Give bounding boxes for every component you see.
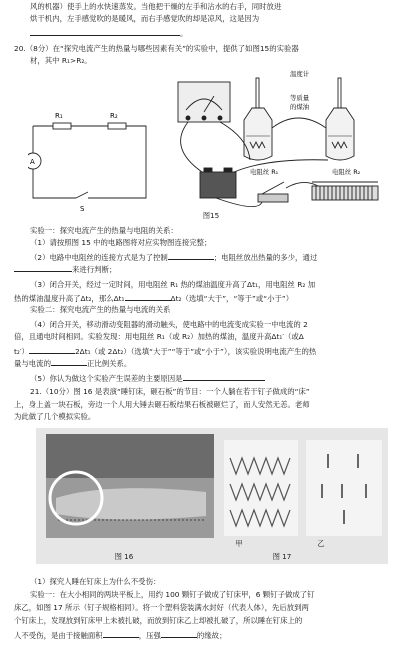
q20-part-3-line-2 [14, 292, 293, 304]
q20-stem-1: 20.（8分）在“探究电流产生的热量与哪些因素有关”的实验中，提供了如图15的实验器 [14, 44, 299, 53]
label-kerosene-1: 等质量 [290, 94, 310, 102]
answer-blank[interactable] [125, 292, 171, 301]
figure-15 [28, 68, 408, 218]
label-switch: S [80, 205, 85, 213]
q21-exp1-line-1: 实验一：在大小相同的两块平板上，用约 100 颗钉子做成了钉床甲，6 颗钉子做成了钉 [30, 590, 315, 599]
label-yi: 乙 [317, 539, 325, 548]
switch-device [258, 182, 288, 202]
answer-blank[interactable] [51, 357, 87, 366]
circuit-diagram [28, 123, 146, 198]
q21-exp1-line-4 [14, 629, 226, 641]
q20-stem-2: 材，其中 R₁>R₂。 [30, 56, 92, 65]
label-ammeter: A [30, 158, 35, 166]
label-resistor-r1: 电阻丝 R₁ [250, 168, 279, 176]
answer-blank[interactable] [29, 345, 75, 354]
q20-part-2-cont [14, 263, 116, 275]
rheostat-device [312, 182, 378, 200]
label-thermometer: 温度计 [290, 70, 310, 78]
label-r1: R₁ [55, 112, 63, 120]
part-5-text: （5）你认为做这个实验产生误差的主要原因是 [30, 374, 183, 383]
label-resistor-r2: 电阻丝 R₂ [332, 168, 361, 176]
flask-r1 [244, 78, 272, 160]
figure-15-caption: 图15 [202, 211, 220, 220]
exp1-text-d3: 的缘故； [196, 631, 227, 640]
figure-16-caption: 图 16 [114, 552, 134, 561]
figure-17-bed-jia [224, 440, 298, 536]
figure-17-bed-yi [306, 440, 382, 536]
part-2-text-b: ；电阻丝放出热量的多少，通过 [213, 253, 318, 262]
answer-blank[interactable] [168, 251, 214, 260]
part-4-text-d2: 正比例关系。 [86, 359, 132, 368]
answer-blank[interactable] [161, 629, 197, 638]
q21-sub-1: （1）探究人睡在钉床上为什么不受伤： [30, 577, 161, 586]
figure-17-caption: 图 17 [272, 552, 292, 561]
answer-blank[interactable] [30, 27, 180, 36]
q21-stem-1: 21.（10分）图 16 是表演“睡钉床，砸石板”的节目：一个人躺在若干钉子做成的“床” [30, 387, 310, 396]
part-4-text-c2: 2Δt₁（或 2Δt₂）（选填“大于”“等于”或“小于”），该实验说明电流产生的热 [74, 347, 317, 356]
q20-part-5 [30, 372, 265, 384]
answer-blank[interactable] [103, 629, 139, 638]
top-line-2: 烘干机内，左手感觉吹的是暖风，而右手感觉吹的却是凉风，这是因为 [30, 14, 260, 23]
q20-part-4-line-3 [14, 345, 316, 357]
period: 。 [180, 29, 188, 38]
top-line-3 [30, 27, 187, 39]
q21-stem-2: 上，身上盖一块石板，旁边一个人用大锤去砸石板结果石板被砸烂了，而人安然无恙。老师 [14, 400, 310, 409]
q21-stem-3: 为此做了几个模拟实验。 [14, 412, 96, 421]
part-4-text-c1: t₂′） [14, 347, 29, 356]
q20-part-1: （1）请按照图 15 中的电路图将对应实物图连接完整； [30, 238, 212, 247]
answer-blank[interactable] [14, 263, 72, 272]
q20-part-2 [30, 251, 317, 263]
part-4-text-d1: 量与电流的 [14, 359, 51, 368]
label-kerosene-2: 的煤油 [290, 103, 310, 111]
exp1-text-d1: 人不受伤，是由于接触面积 [14, 631, 103, 640]
figure-16-photo [46, 434, 214, 538]
part-3-text-c: Δt₂（选填“大于”，“等于”或“小于”） [170, 294, 294, 303]
q20-part-4-line-1: （4）闭合开关，移动滑动变阻器的滑动触头，使电路中的电流变成实验一中电流的 2 [30, 320, 308, 329]
part-2-text-c: 来进行判断； [72, 265, 117, 274]
top-line-1: 风的机器）使手上的水快速蒸发。当他把干燥的左手和沾水的右手，同时放进 [30, 2, 282, 11]
flask-r2 [326, 78, 354, 160]
q20-part-4-line-4 [14, 357, 131, 369]
exp2-title: 实验二：探究电流产生的热量与电流的关系 [30, 305, 171, 314]
exp1-title: 实验一：探究电流产生的热量与电阻的关系： [30, 226, 178, 235]
part-2-text-a: （2）电路中电阻丝的连接方式是为了控制 [30, 253, 168, 262]
q21-exp1-line-3: 个钉床上，发现放到钉床甲上未被扎破，而放到钉床乙上却被扎破了，所以睡在钉床上的 [14, 616, 303, 625]
exp1-text-d2: ，压强 [138, 631, 161, 640]
ammeter-device [178, 82, 230, 122]
label-jia: 甲 [235, 539, 243, 548]
label-r2: R₂ [110, 112, 118, 120]
q20-part-4-line-2: 倍，且通电时间相同。实验发现：用电阻丝 R₁（或 R₂）加热的煤油，温度升高Δt₁′（或Δ [14, 332, 304, 341]
part-3-text-b: 热的煤油温度升高了Δt₂，那么Δt₁ [14, 294, 125, 303]
answer-blank[interactable] [183, 372, 265, 381]
q20-part-3-line-1: （3）闭合开关，经过一定时间，用电阻丝 R₁ 热的煤油温度升高了Δt₁，用电阻丝 R₂ 加 [30, 280, 316, 289]
q21-exp1-line-2: 床乙，如图 17 所示（钉子规格相同）。将一个塑料袋装满水封好（代表人体），先后放到两 [14, 603, 309, 612]
switch-symbol [76, 192, 88, 198]
resistor-r2-symbol [108, 123, 126, 129]
battery-device [200, 168, 236, 198]
resistor-r1-symbol [53, 123, 71, 129]
